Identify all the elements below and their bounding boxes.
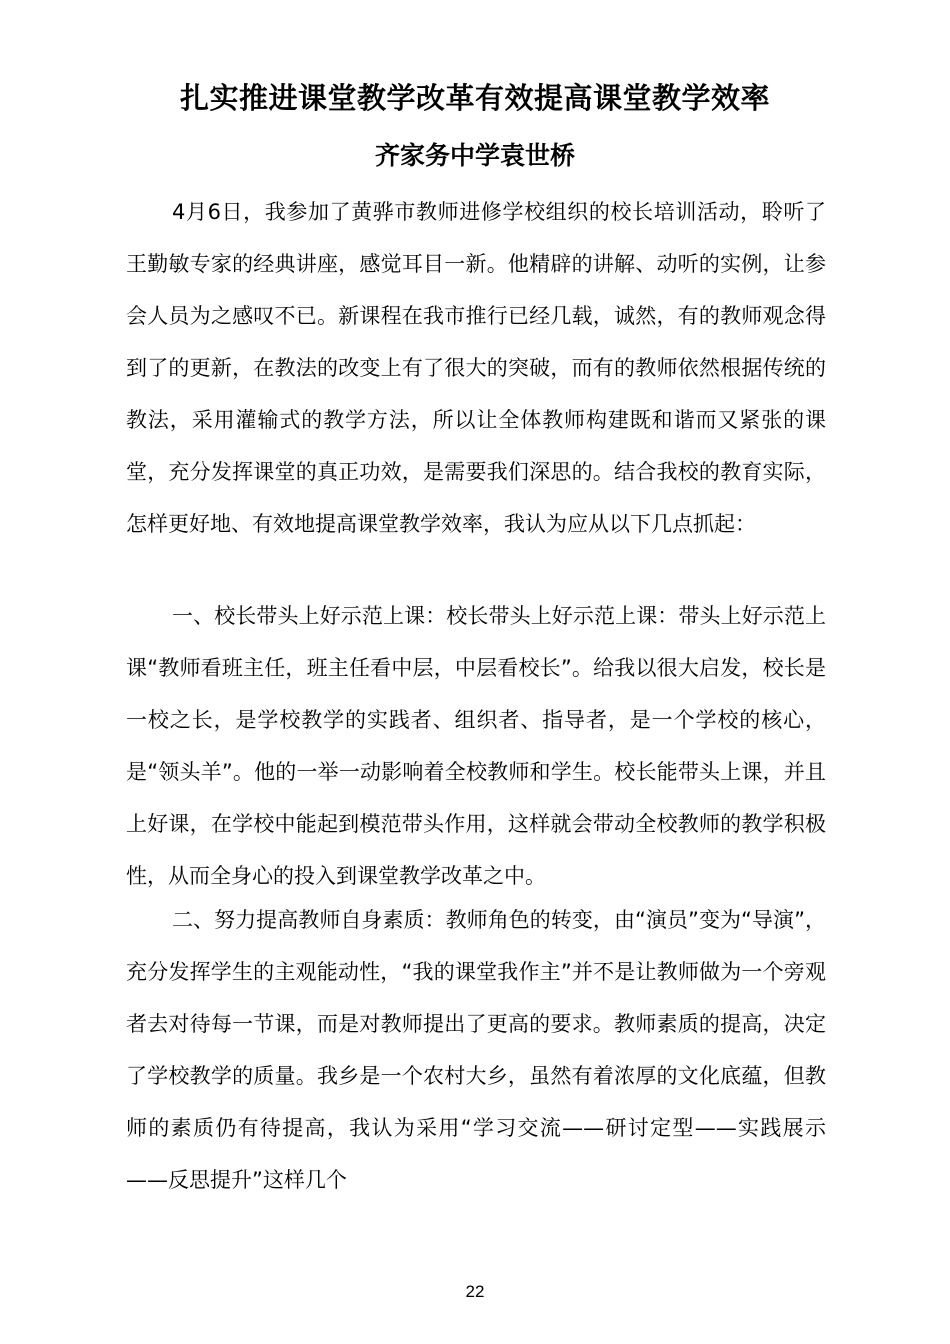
- paragraph-point-two: 二、努力提高教师自身素质：教师角色的转变，由“演员”变为“导演”，充分发挥学生的主观能动性，“我的课堂我作主”并不是让教师做为一个旁观者去对待每一节课，而是对教师提出了更高的要求。教师素质的提高，决定了学校教学的质量。我乡是一个农村大乡，虽然有着浓厚的文化底蕴，但教师的素质仍有待提高，我认为采用“学习交流——研讨定型——实践展示——反思提升”这样几个: [126, 908, 826, 1192]
- paragraph-intro: 4月6日，我参加了黄骅市教师进修学校组织的校长培训活动，聆听了王勤敏专家的经典讲座，感觉耳目一新。他精辟的讲解、动听的实例，让参会人员为之感叹不已。新课程在我市推行已经几载，诚然，有的教师观念得到了的更新，在教法的改变上有了很大的突破，而有的教师依然根据传统的教法，采用灌输式的教学方法，所以让全体教师构建既和谐而又紧张的课堂，充分发挥课堂的真正功效，是需要我们深思的。结合我校的教育实际，怎样更好地、有效地提高课堂教学效率，我认为应从以下几点抓起：: [126, 200, 826, 536]
- document-title: 扎实推进课堂教学改革有效提高课堂教学效率: [179, 81, 770, 115]
- document-author: 齐家务中学袁世桥: [374, 141, 575, 170]
- paragraph-point-one: 一、校长带头上好示范上课：校长带头上好示范上课：带头上好示范上课“教师看班主任，班主任看中层，中层看校长”。给我以很大启发，校长是一校之长，是学校教学的实践者、组织者、指导者，是一个学校的核心，是“领头羊”。他的一举一动影响着全校教师和学生。校长能带头上课，并且上好课，在学校中能起到模范带头作用，这样就会带动全校教师的教学积极性，从而全身心的投入到课堂教学改革之中。: [126, 604, 826, 888]
- page-number: 22: [465, 1282, 485, 1301]
